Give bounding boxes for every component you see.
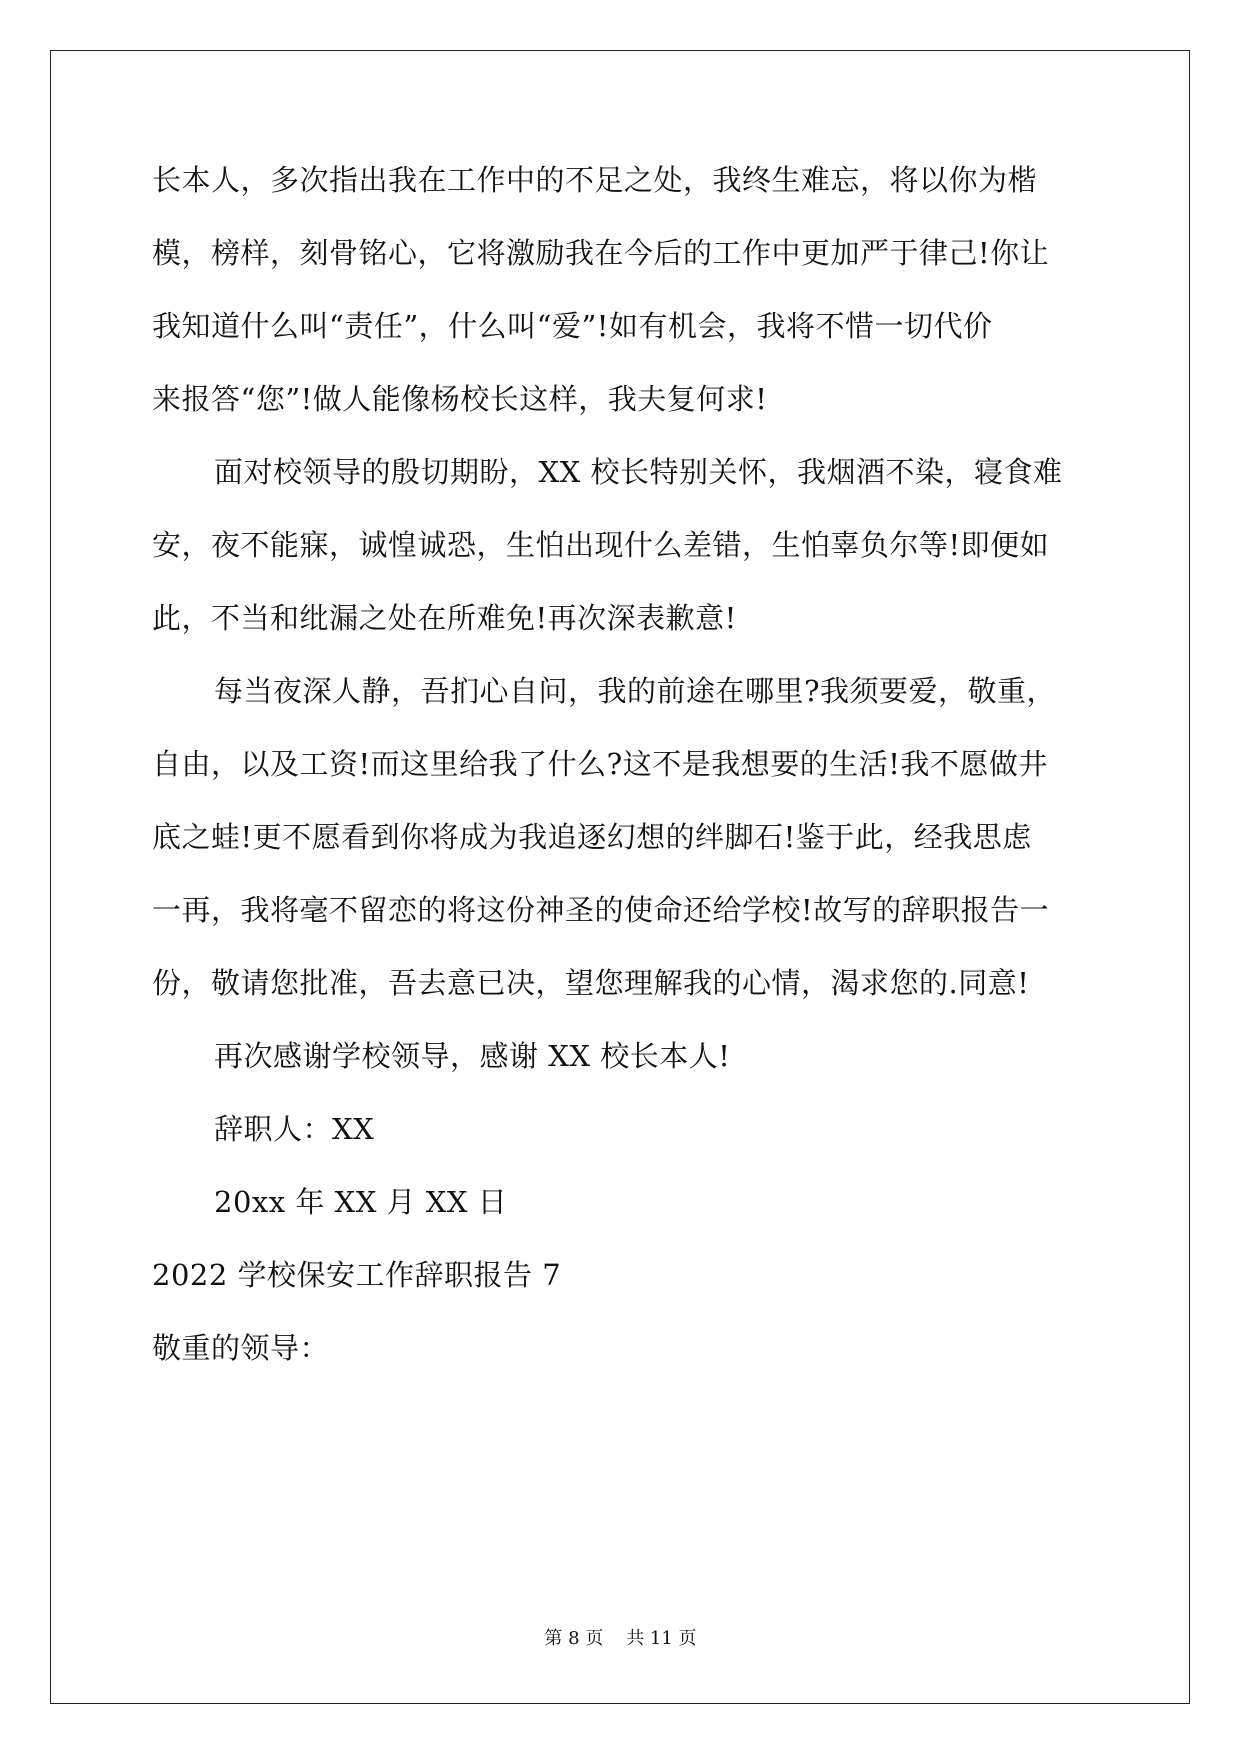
body-line: 一再，我将毫不留恋的将这份神圣的使命还给学校!故写的辞职报告一 bbox=[152, 893, 1050, 927]
page-border bbox=[50, 50, 1190, 1704]
body-line: 份，敬请您批准，吾去意已决，望您理解我的心情，渴求您的.同意! bbox=[152, 966, 1030, 1000]
body-line: 模，榜样，刻骨铭心，它将激励我在今后的工作中更加严于律己!你让 bbox=[152, 236, 1050, 270]
body-line: 此，不当和纰漏之处在所难免!再次深表歉意! bbox=[152, 601, 737, 635]
date-line: 20xx 年 XX 月 XX 日 bbox=[214, 1185, 508, 1219]
body-line: 自由，以及工资!而这里给我了什么?这不是我想要的生活!我不愿做井 bbox=[152, 747, 1048, 781]
signature-line: 辞职人：XX bbox=[214, 1112, 375, 1146]
body-line: 安，夜不能寐，诚惶诚恐，生怕出现什么差错，生怕辜负尔等!即便如 bbox=[152, 528, 1050, 562]
paragraph-start-line: 每当夜深人静，吾扪心自问，我的前途在哪里?我须要爱，敬重， bbox=[214, 674, 1057, 708]
closing-thanks: 再次感谢学校领导，感谢 XX 校长本人! bbox=[214, 1039, 731, 1073]
page-number: 第 8 页 共 11 页 bbox=[544, 1628, 697, 1649]
body-line: 我知道什么叫“责任”，什么叫“爱”!如有机会，我将不惜一切代价 bbox=[152, 309, 993, 343]
salutation: 敬重的领导： bbox=[152, 1331, 330, 1365]
section-title: 2022 学校保安工作辞职报告 7 bbox=[152, 1258, 562, 1292]
body-line: 底之蛙!更不愿看到你将成为我追逐幻想的绊脚石!鉴于此，经我思虑 bbox=[152, 820, 1032, 854]
body-line: 来报答“您”!做人能像杨校长这样，我夫复何求! bbox=[152, 382, 768, 416]
body-line: 长本人，多次指出我在工作中的不足之处，我终生难忘，将以你为楷 bbox=[152, 163, 1038, 197]
paragraph-start-line: 面对校领导的殷切期盼，XX 校长特别关怀，我烟酒不染，寝食难 bbox=[214, 455, 1063, 489]
